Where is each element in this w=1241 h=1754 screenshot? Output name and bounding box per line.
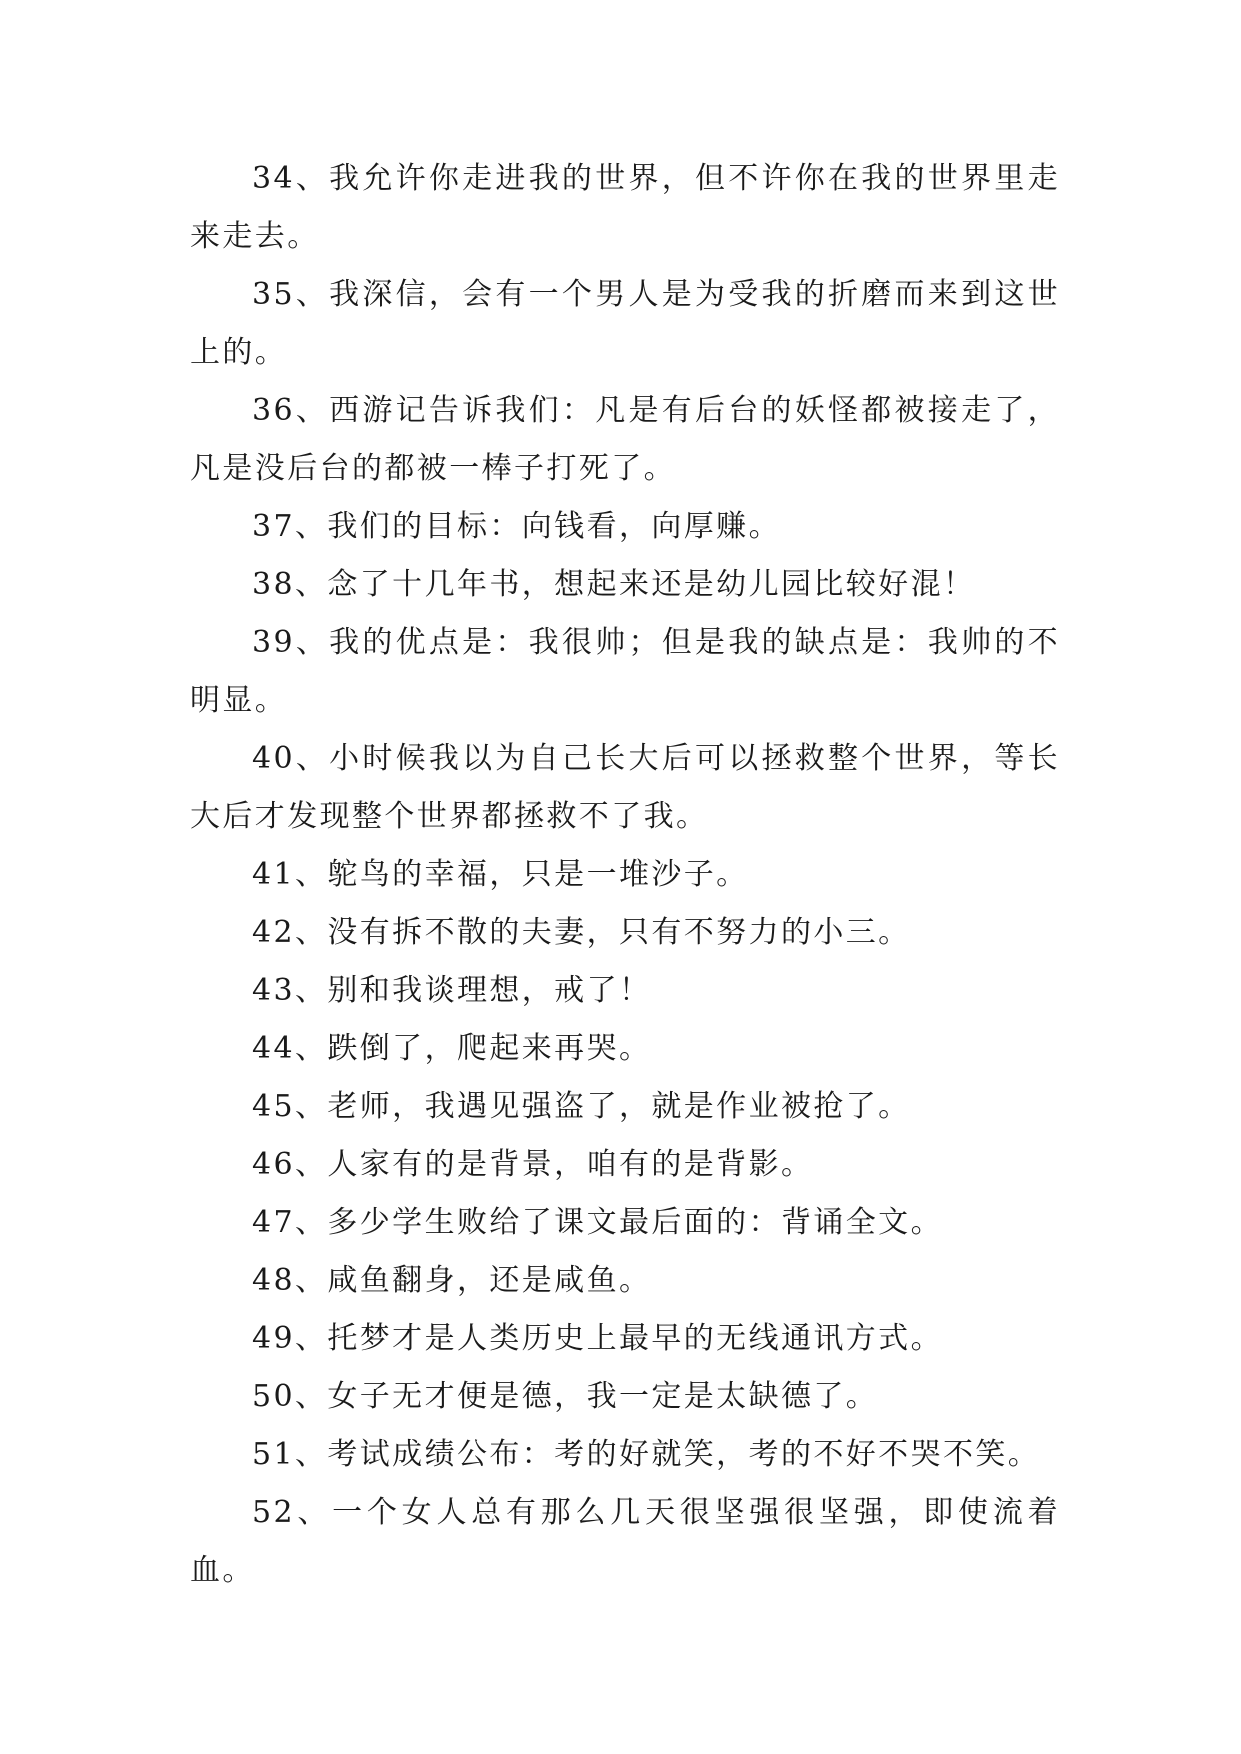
paragraph-35: 35、我深信，会有一个男人是为受我的折磨而来到这世上的。 [190,277,1060,370]
paragraph-51: 51、考试成绩公布：考的好就笑，考的不好不哭不笑。 [252,1437,1041,1472]
paragraph-38: 38、念了十几年书，想起来还是幼儿园比较好混！ [252,567,976,602]
paragraph-48: 48、咸鱼翻身，还是咸鱼。 [252,1263,652,1298]
paragraph-41: 41、鸵鸟的幸福，只是一堆沙子。 [252,857,749,892]
paragraph-36: 36、西游记告诉我们：凡是有后台的妖怪都被接走了，凡是没后台的都被一棒子打死了。 [190,393,1060,486]
paragraph-44: 44、跌倒了，爬起来再哭。 [252,1031,652,1066]
paragraph-42: 42、没有拆不散的夫妻，只有不努力的小三。 [252,915,911,950]
paragraph-46: 46、人家有的是背景，咱有的是背影。 [252,1147,814,1182]
paragraph-40: 40、小时候我以为自己长大后可以拯救整个世界，等长大后才发现整个世界都拯救不了我。 [190,741,1060,834]
paragraph-50: 50、女子无才便是德，我一定是太缺德了。 [252,1379,879,1414]
paragraph-49: 49、托梦才是人类历史上最早的无线通讯方式。 [252,1321,943,1356]
paragraph-45: 45、老师，我遇见强盗了，就是作业被抢了。 [252,1089,911,1124]
paragraph-39: 39、我的优点是：我很帅；但是我的缺点是：我帅的不明显。 [190,625,1060,718]
paragraph-43: 43、别和我谈理想，戒了！ [252,973,652,1008]
paragraph-34: 34、我允许你走进我的世界，但不许你在我的世界里走来走去。 [190,161,1060,254]
paragraph-37: 37、我们的目标：向钱看，向厚赚。 [252,509,781,544]
document-page [190,150,1060,1600]
paragraph-52: 52、一个女人总有那么几天很坚强很坚强，即使流着血。 [190,1495,1060,1588]
paragraph-47: 47、多少学生败给了课文最后面的：背诵全文。 [252,1205,943,1240]
